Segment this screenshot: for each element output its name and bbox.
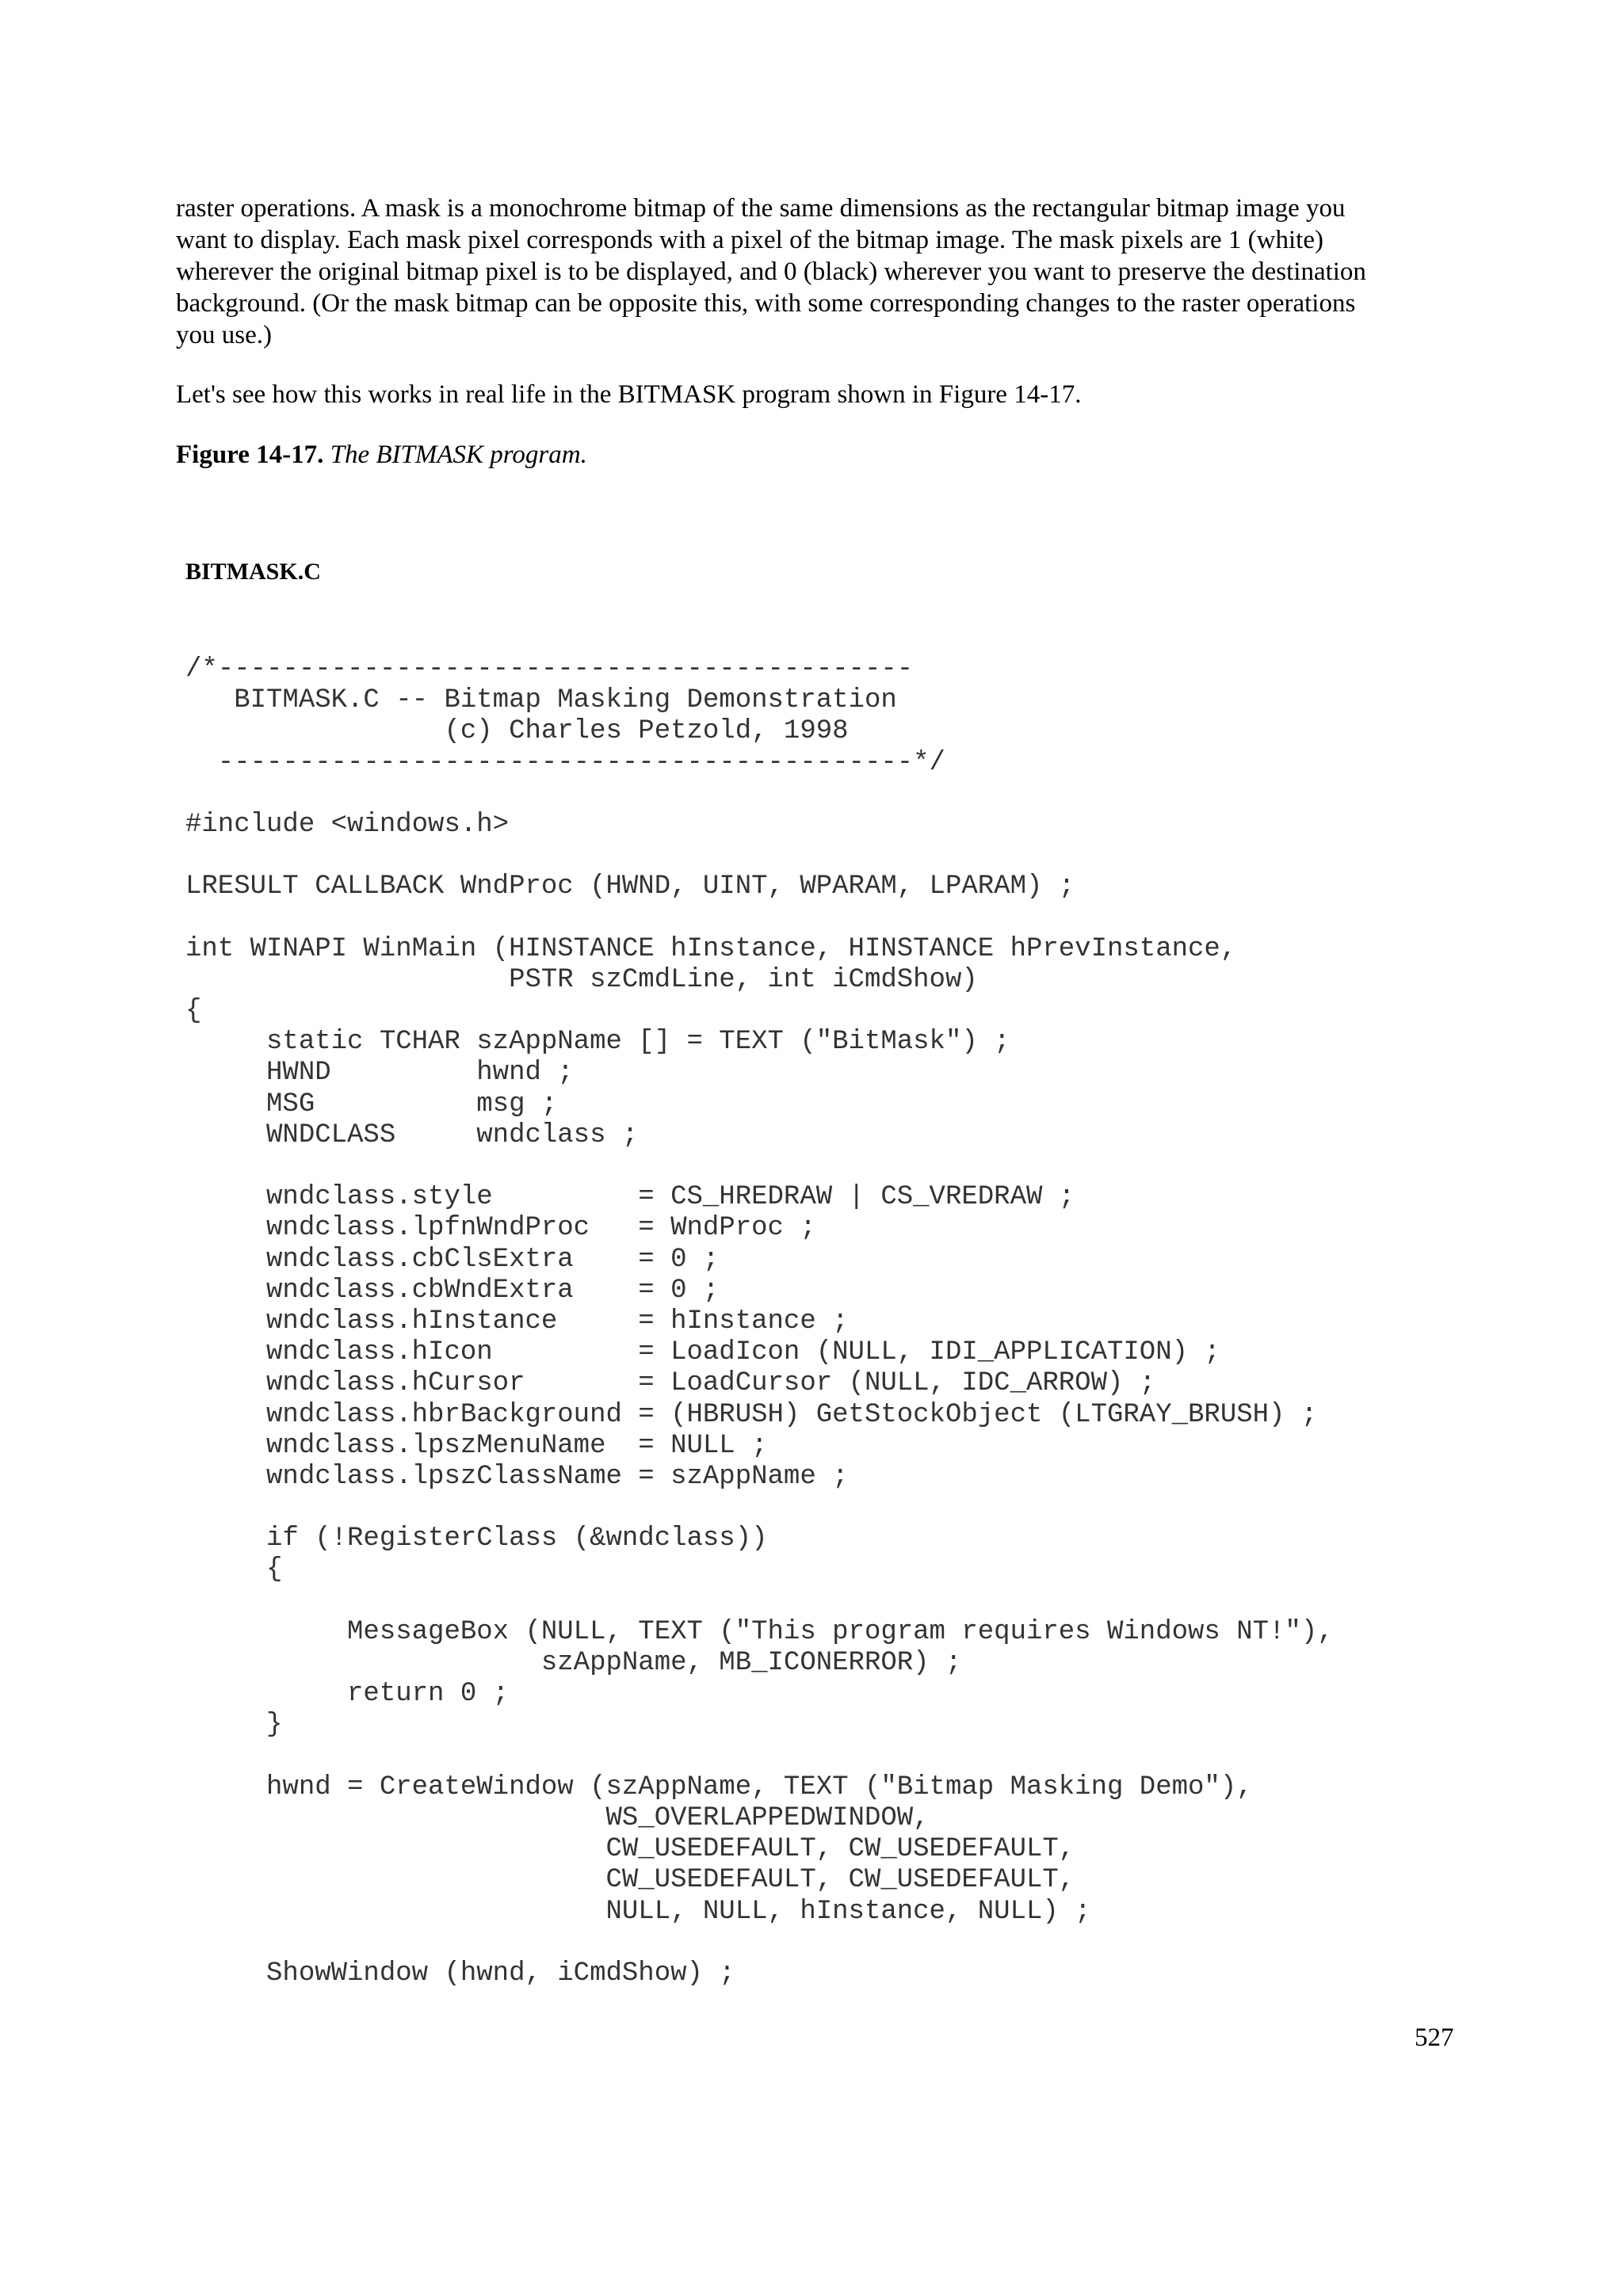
code-line: CW_USEDEFAULT, CW_USEDEFAULT, [185,1865,1075,1896]
page-number: 527 [1415,2023,1454,2052]
paragraph-line: you use.) [176,321,272,349]
figure-label: Figure 14-17. [176,441,324,469]
code-line: szAppName, MB_ICONERROR) ; [185,1648,962,1678]
code-line: return 0 ; [185,1679,510,1710]
paragraph-line: raster operations. A mask is a monochrome bitmap of the same dimensions as the rectangular bitmap image you [176,194,1346,223]
code-line: wndclass.lpszMenuName = NULL ; [185,1430,768,1461]
paragraph-line: want to display. Each mask pixel corresponds with a pixel of the bitmap image. The mask pixels are 1 (white) [176,226,1323,254]
code-line: wndclass.cbWndExtra = 0 ; [185,1275,720,1306]
code-line: WS_OVERLAPPEDWINDOW, [185,1802,930,1833]
code-line: /*------------------------------------------- [185,654,914,685]
intro-paragraph [176,193,1460,351]
code-line: wndclass.hIcon = LoadIcon (NULL, IDI_APPLICATION) ; [185,1337,1220,1368]
code-line [185,841,1334,871]
code-line: NULL, NULL, hInstance, NULL) ; [185,1896,1091,1927]
code-line [185,1151,1334,1182]
code-line [185,1493,1334,1524]
code-line: ShowWindow (hwnd, iCmdShow) ; [185,1958,735,1989]
code-line [185,1586,1334,1617]
code-line: wndclass.hCursor = LoadCursor (NULL, IDC_ARROW) ; [185,1368,1156,1399]
lead-in-paragraph: Let's see how this works in real life in the BITMASK program shown in Figure 14-17. [176,380,1082,409]
code-line: (c) Charles Petzold, 1998 [185,716,849,747]
code-line: wndclass.hbrBackground = (HBRUSH) GetStockObject (LTGRAY_BRUSH) ; [185,1399,1318,1430]
code-line: wndclass.style = CS_HREDRAW | CS_VREDRAW ; [185,1182,1075,1213]
code-line [185,779,1334,810]
code-line: int WINAPI WinMain (HINSTANCE hInstance, HINSTANCE hPrevInstance, [185,933,1237,964]
code-line: { [185,1554,283,1585]
code-line: BITMASK.C -- Bitmap Masking Demonstration [185,685,897,716]
code-listing [185,654,1334,1989]
code-line [185,1741,1334,1772]
code-line: #include <windows.h> [185,809,510,840]
figure-caption [176,439,1460,471]
code-line: MSG msg ; [185,1089,558,1119]
code-line: wndclass.lpszClassName = szAppName ; [185,1461,849,1492]
paragraph-line: wherever the original bitmap pixel is to be displayed, and 0 (black) wherever you want to preserve the destination [176,257,1366,286]
code-line: -------------------------------------------*/ [185,747,945,778]
code-line: PSTR szCmdLine, int iCmdShow) [185,964,978,995]
code-line: wndclass.hInstance = hInstance ; [185,1306,849,1337]
code-line: WNDCLASS wndclass ; [185,1119,639,1150]
code-line: } [185,1710,283,1741]
listing-filename: BITMASK.C [185,559,321,585]
paragraph-line: background. (Or the mask bitmap can be opposite this, with some corresponding changes to the raster operations [176,289,1356,318]
code-line: hwnd = CreateWindow (szAppName, TEXT ("Bitmap Masking Demo"), [185,1772,1253,1802]
figure-title: The BITMASK program. [330,441,587,469]
code-line [185,903,1334,934]
code-line: { [185,996,202,1027]
code-line: LRESULT CALLBACK WndProc (HWND, UINT, WPARAM, LPARAM) ; [185,871,1075,902]
code-line: MessageBox (NULL, TEXT ("This program requires Windows NT!"), [185,1616,1334,1647]
code-line: static TCHAR szAppName [] = TEXT ("BitMask") ; [185,1027,1010,1058]
code-line: CW_USEDEFAULT, CW_USEDEFAULT, [185,1834,1075,1865]
code-line: if (!RegisterClass (&wndclass)) [185,1524,768,1554]
code-line: wndclass.lpfnWndProc = WndProc ; [185,1213,816,1244]
code-line [185,1928,1334,1958]
code-line: HWND hwnd ; [185,1058,574,1089]
code-line: wndclass.cbClsExtra = 0 ; [185,1244,720,1275]
